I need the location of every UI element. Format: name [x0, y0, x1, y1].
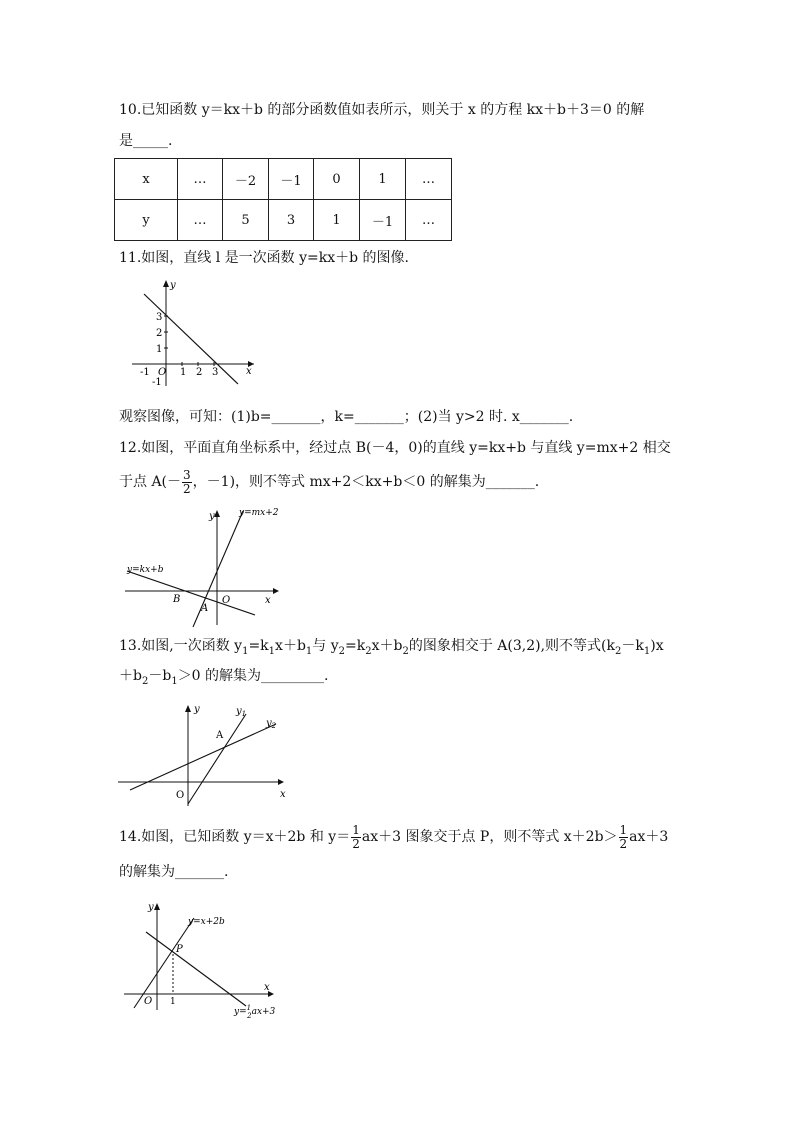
- fraction-numerator: 1: [352, 822, 360, 837]
- table-row: [115, 159, 452, 200]
- point-a-label: A: [201, 603, 209, 614]
- line-kx-plus-b-label: y=kx+b: [127, 565, 164, 575]
- y-axis-label: y: [209, 511, 215, 522]
- q14-fraction: [619, 824, 629, 851]
- table-cell: 1: [314, 200, 360, 241]
- y-tick-label: 2: [156, 328, 163, 339]
- origin-label: O: [144, 996, 153, 1007]
- x-tick-label: 2: [196, 367, 203, 378]
- text-run: x＋b: [371, 638, 403, 654]
- subscript: 2: [615, 645, 622, 657]
- y-tick-label: -1: [152, 377, 162, 388]
- q14-fraction: [351, 824, 361, 851]
- line-half-ax-label: [233, 1004, 276, 1020]
- subscript: 2: [402, 645, 409, 657]
- x-tick-label: -1: [140, 367, 150, 378]
- y-axis-label: y: [148, 902, 154, 913]
- subscript: 1: [268, 645, 276, 657]
- x-axis-label: x: [264, 982, 270, 993]
- q14-graph: [122, 898, 282, 1023]
- q13-graph: [118, 700, 293, 808]
- y2-label-sub: 2: [271, 722, 277, 730]
- subscript: 2: [365, 645, 372, 657]
- y1-label: [235, 706, 246, 718]
- q10-value-table: [114, 158, 452, 241]
- line-mx-plus-2-label: y=mx+2: [239, 508, 279, 518]
- subscript: 2: [338, 645, 346, 657]
- origin-label: O: [222, 595, 231, 606]
- text-run: ax＋3 图象交于点 P，则不等式 x＋2b＞: [361, 829, 618, 845]
- q11-line2: 观察图像，可知：(1)b=_______，k=_______；(2)当 y>2 时. x_______.: [119, 409, 574, 425]
- text-run: ax＋3: [629, 829, 669, 845]
- table-cell: …: [178, 200, 223, 241]
- y-axis-arrow: [163, 280, 169, 287]
- y-axis-label: y: [194, 704, 200, 715]
- label-part: y=: [234, 1007, 247, 1017]
- y-axis-arrow: [185, 705, 191, 712]
- q10-line2: 是_____.: [119, 133, 173, 149]
- text-run: ＋b: [119, 668, 142, 684]
- y1-label-text: y: [236, 706, 242, 717]
- fraction-denominator: 2: [619, 836, 628, 851]
- table-cell: …: [178, 159, 223, 200]
- q12-graph: [125, 505, 290, 630]
- x-axis-arrow: [273, 588, 279, 594]
- line-x-plus-2b-label: y=x+2b: [188, 917, 225, 927]
- table-cell: 0: [314, 159, 360, 200]
- point-a-label: A: [216, 730, 224, 741]
- table-cell: －1: [360, 200, 406, 241]
- table-cell: －2: [223, 159, 269, 200]
- text-run: =k: [345, 638, 366, 654]
- fraction-denominator: 2: [352, 836, 360, 851]
- text-run: 14.如图，已知函数 y＝x＋2b 和 y＝: [119, 829, 351, 845]
- q12-line2-post: ，－1)，则不等式 mx+2＜kx+b＜0 的解集为_______.: [192, 474, 540, 490]
- table-cell: y: [115, 200, 178, 241]
- y2-label: [265, 718, 277, 730]
- subscript: 1: [171, 675, 178, 687]
- text-run: )x: [650, 638, 664, 654]
- text-run: x＋b: [275, 638, 306, 654]
- text-run: =k: [248, 638, 269, 654]
- x-tick-label: 1: [170, 997, 176, 1007]
- subscript: 1: [643, 645, 651, 657]
- table-row: [115, 200, 452, 241]
- line-half-ax-plus-3: [146, 932, 246, 1006]
- q12-line2: [119, 468, 539, 496]
- line-kx-plus-b: [127, 571, 255, 615]
- table-cell: 1: [360, 159, 406, 200]
- q13-line1: [119, 636, 664, 662]
- text-run: 13.如图,一次函数 y: [119, 638, 243, 654]
- point-b-label: B: [173, 594, 181, 605]
- q12-line2-pre: 于点 A(－: [119, 474, 182, 490]
- x-axis-label: x: [265, 595, 271, 606]
- q13-line2: [119, 666, 329, 692]
- text-run: ＞0 的解集为_________.: [177, 668, 329, 684]
- table-cell: 5: [223, 200, 269, 241]
- y-axis-label: y: [170, 280, 176, 291]
- text-run: 与 y: [312, 638, 339, 654]
- label-part: ax+3: [251, 1007, 276, 1017]
- q14-line1: [119, 823, 668, 851]
- fraction-denominator: 2: [183, 481, 191, 496]
- y-tick-label: 3: [156, 312, 163, 323]
- y-axis-arrow: [154, 903, 160, 910]
- q12-fraction: [182, 469, 192, 496]
- fraction-numerator: 3: [183, 467, 191, 482]
- y2-label-text: y: [266, 718, 272, 729]
- table-cell: …: [406, 200, 452, 241]
- y-axis-arrow: [214, 510, 220, 517]
- q14-line2: 的解集为_______.: [119, 864, 229, 880]
- subscript: 1: [305, 645, 313, 657]
- origin-label: O: [158, 367, 167, 378]
- x-tick-label: 3: [212, 367, 219, 378]
- y1-label-sub: 1: [241, 710, 247, 718]
- table-cell: x: [115, 159, 178, 200]
- line-y1: [188, 714, 246, 804]
- q11-graph: [128, 278, 263, 388]
- table-cell: …: [406, 159, 452, 200]
- origin-label: O: [176, 790, 185, 801]
- table-cell: －1: [269, 159, 314, 200]
- x-tick-label: 1: [180, 367, 187, 378]
- q11-line1: 11.如图，直线 l 是一次函数 y=kx＋b 的图像.: [119, 250, 409, 266]
- x-axis-label: x: [246, 366, 252, 377]
- label-frac-num: 1: [246, 1004, 252, 1012]
- q12-line1: 12.如图，平面直角坐标系中，经过点 B(－4，0)的直线 y=kx+b 与直线 y=mx+2 相交: [119, 440, 671, 456]
- y-tick-label: 1: [156, 344, 163, 355]
- x-axis-arrow: [278, 779, 284, 785]
- subscript: 1: [242, 645, 249, 657]
- x-axis-label: x: [280, 789, 286, 800]
- text-run: －k: [621, 638, 644, 654]
- label-frac-den: 2: [247, 1012, 252, 1020]
- subscript: 2: [141, 675, 149, 687]
- table-cell: 3: [269, 200, 314, 241]
- text-run: －b: [148, 668, 172, 684]
- point-p-label: P: [176, 944, 183, 955]
- fraction-numerator: 1: [619, 822, 628, 837]
- q10-line1: 10.已知函数 y＝kx＋b 的部分函数值如表所示，则关于 x 的方程 kx＋b＋3＝0 的解: [119, 102, 645, 118]
- text-run: 的图象相交于 A(3,2),则不等式(k: [408, 638, 615, 654]
